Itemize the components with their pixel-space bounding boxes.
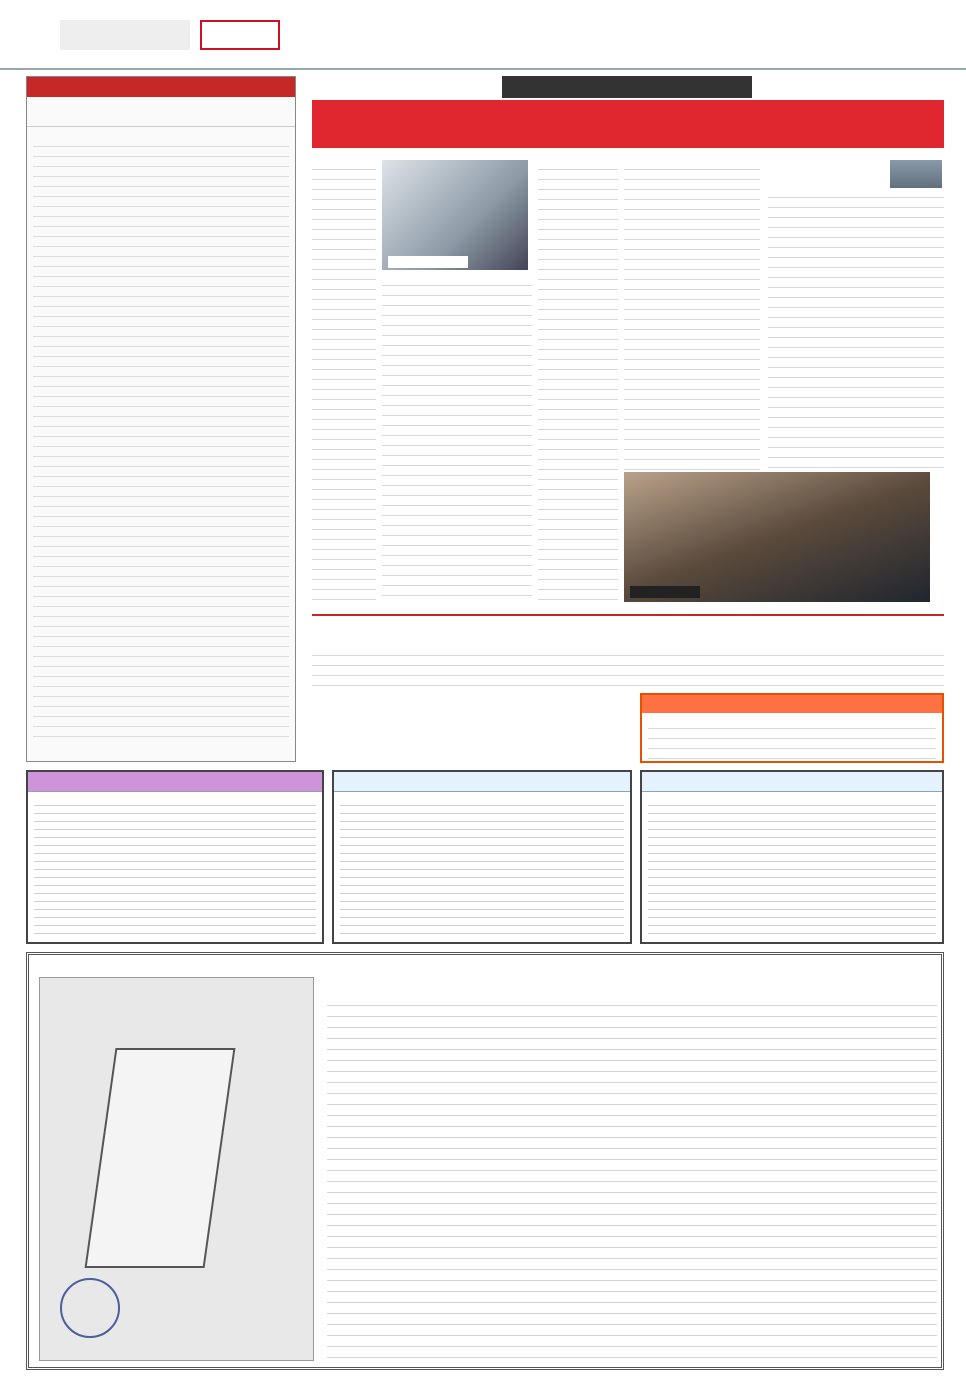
doctor-photo-caption (388, 256, 468, 268)
sidebar-section-label (27, 77, 295, 97)
land-parcel-outline (85, 1048, 236, 1268)
meeting-notice-text (327, 995, 937, 1361)
sidebar-footer (33, 739, 289, 755)
tender-ad-text (648, 798, 936, 936)
article-147-ad-title (28, 772, 322, 792)
summons-ad-title (334, 772, 630, 792)
lead-story (312, 76, 944, 608)
lead-text-column (538, 160, 618, 602)
tender-ad-title (642, 772, 942, 792)
summons-ad (332, 770, 632, 944)
meeting-notice-title (349, 961, 629, 987)
lead-text-column (312, 160, 376, 602)
article-147-ad (26, 770, 324, 944)
lead-text-column (768, 188, 944, 468)
lead-kicker (502, 76, 752, 98)
author-name (768, 160, 886, 174)
tender-ad (640, 770, 944, 944)
lead-text-column (382, 276, 532, 602)
issue-meta (60, 20, 190, 50)
lead-text-column (624, 160, 760, 470)
article-147-ad-text (34, 798, 316, 936)
second-story (312, 614, 944, 694)
second-story-title (462, 622, 792, 642)
patient-photo (624, 472, 930, 602)
summons-ad-text (340, 798, 624, 936)
page-label (840, 16, 950, 50)
land-plan-scan (39, 977, 314, 1361)
auction-ad (640, 693, 944, 763)
auction-ad-title (642, 695, 942, 713)
masthead (0, 0, 966, 70)
doctor-photo (382, 160, 528, 270)
patient-photo-caption (630, 586, 700, 598)
sidebar-title (27, 97, 295, 127)
meeting-notice-ad (26, 952, 944, 1370)
sidebar-column (26, 76, 296, 762)
sidebar-body-text (33, 137, 289, 737)
lead-headline (312, 100, 944, 148)
second-story-text (312, 646, 944, 692)
official-stamp (60, 1278, 120, 1338)
auction-ad-text (648, 719, 936, 759)
author-email (768, 174, 886, 186)
newspaper-logo (200, 20, 280, 50)
